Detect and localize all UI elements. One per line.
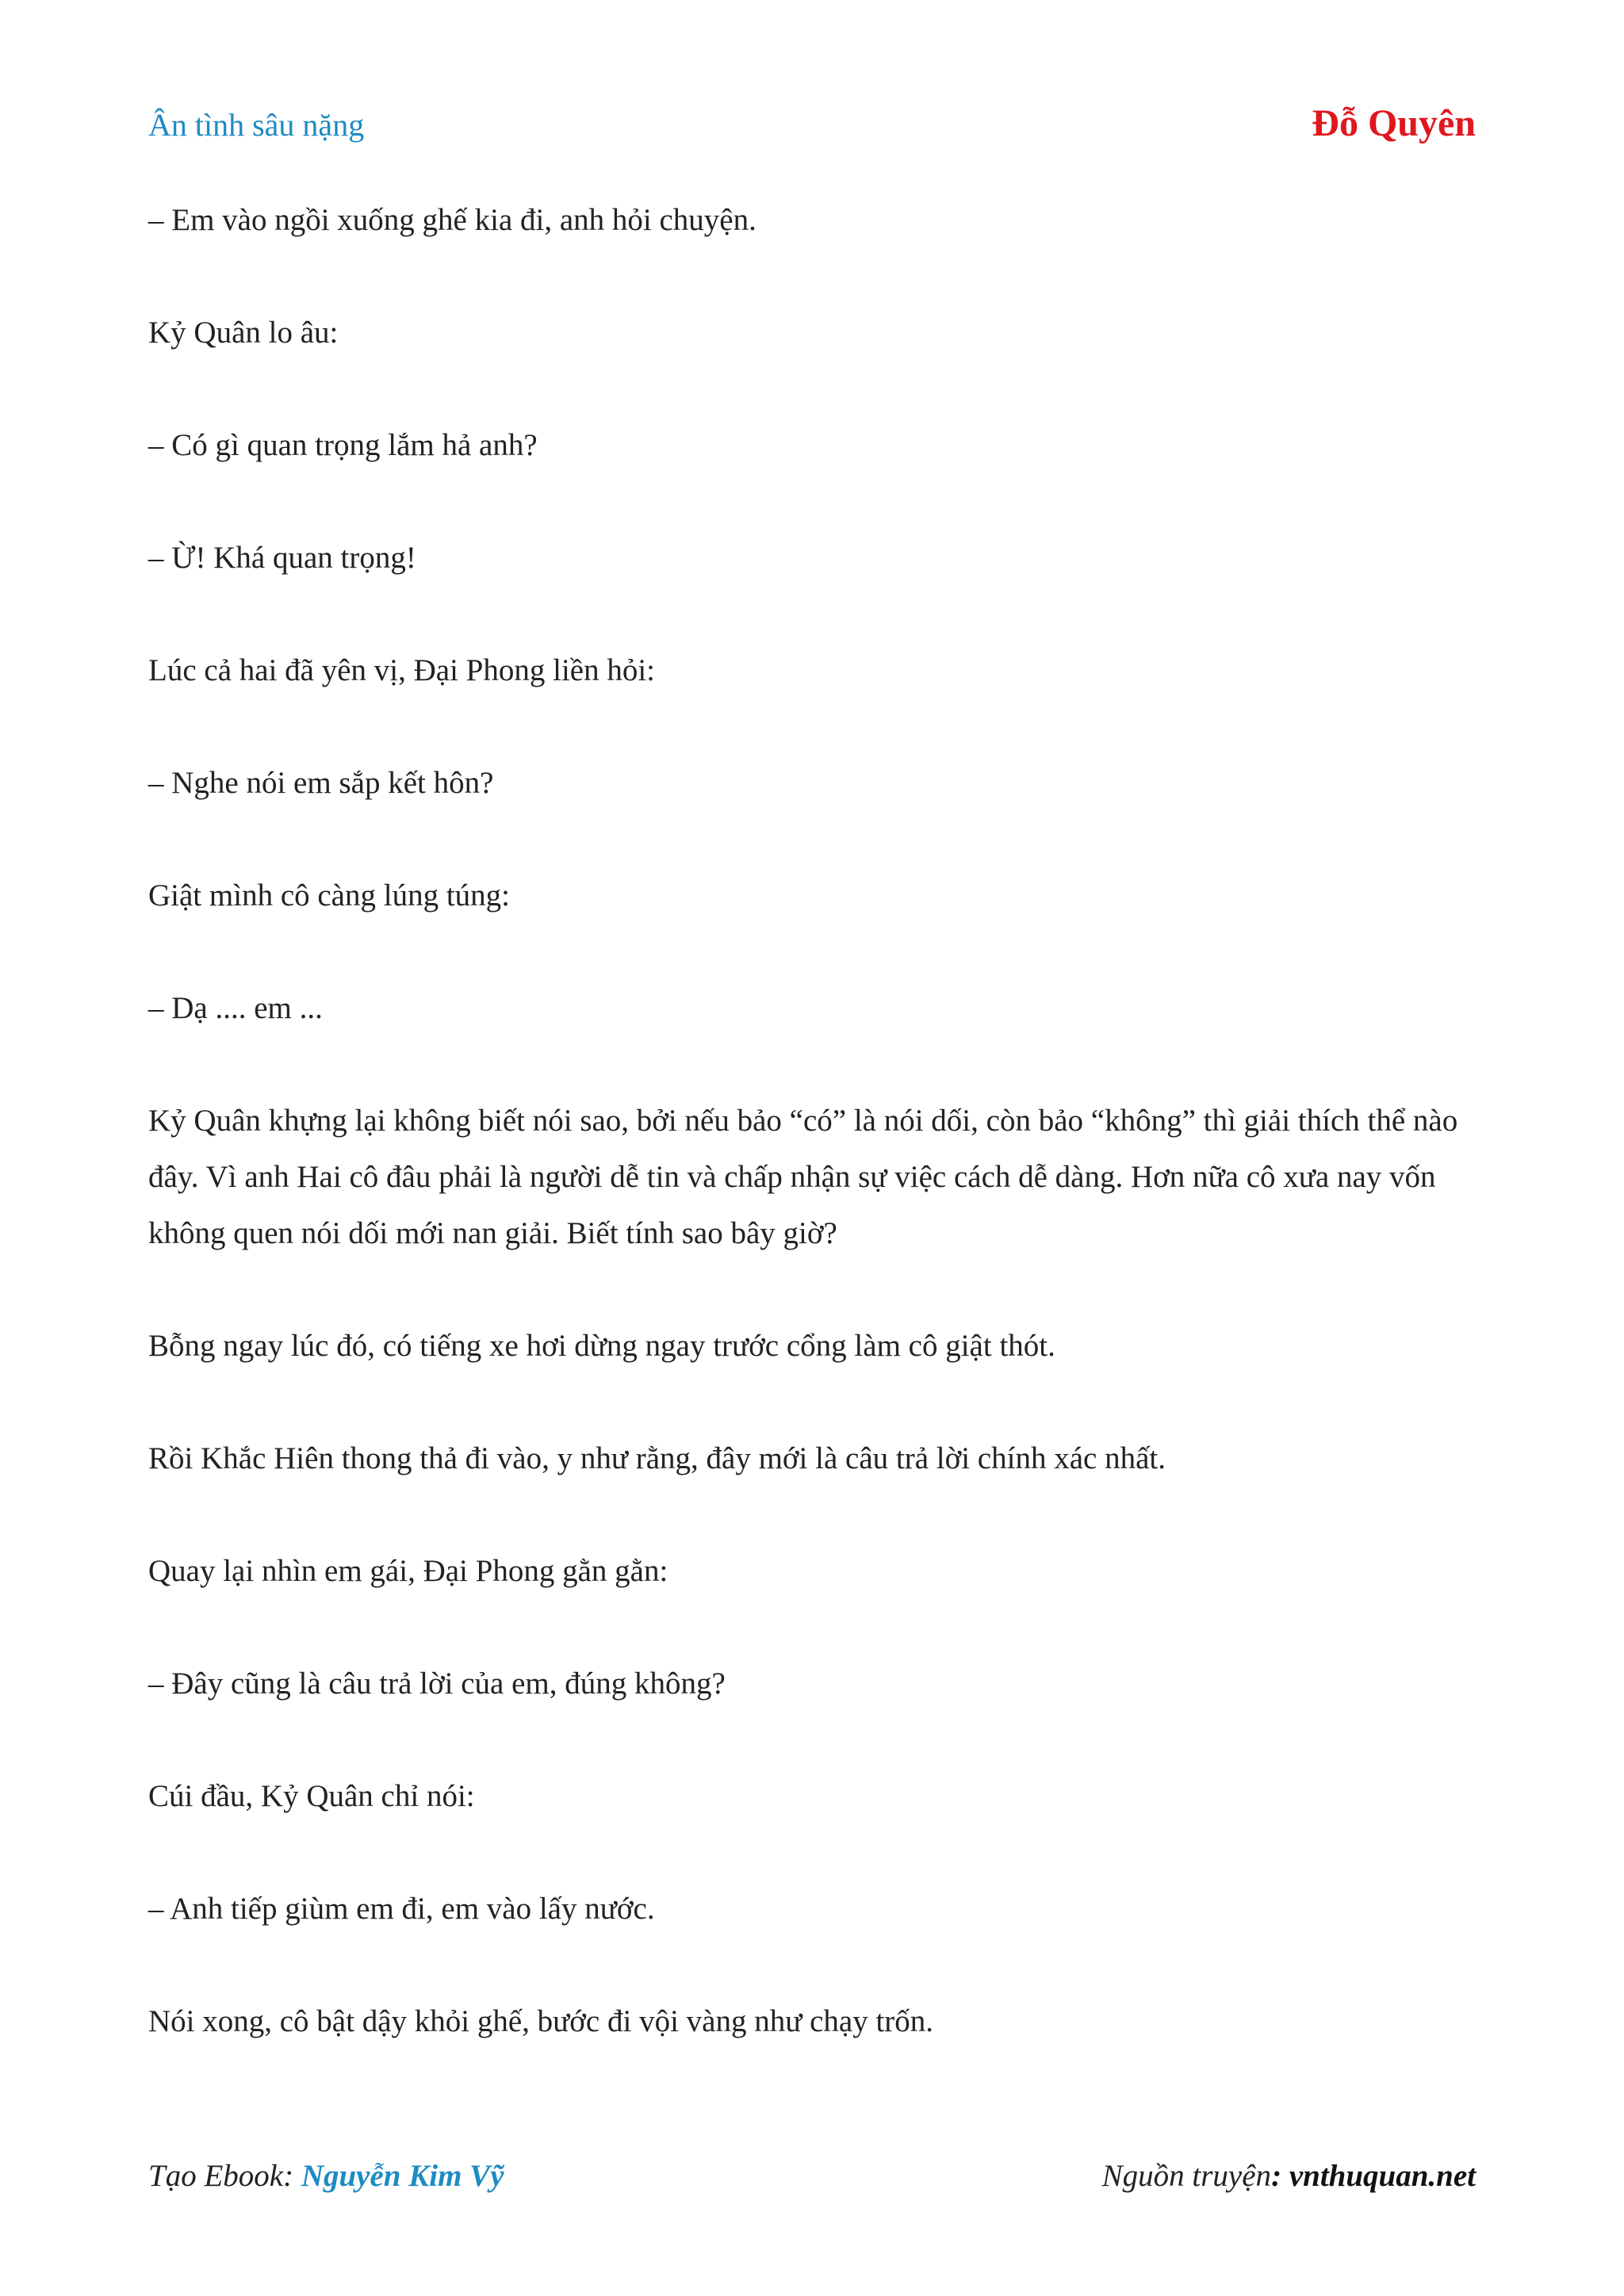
ebook-creator: Nguyễn Kim Vỹ	[301, 2159, 504, 2193]
paragraph: Kỷ Quân lo âu:	[148, 316, 339, 350]
paragraph: Nói xong, cô bật dậy khỏi ghế, bước đi vội vàng như chạy trốn.	[148, 2004, 934, 2038]
source-credit	[1102, 2158, 1476, 2194]
paragraph: – Anh tiếp giùm em đi, em vào lấy nước.	[148, 1892, 655, 1926]
paragraph: – Dạ .... em ...	[148, 991, 323, 1025]
ebook-separator: :	[283, 2159, 301, 2193]
source-site: vnthuquan.net	[1289, 2159, 1476, 2193]
author-name: Đỗ Quyên	[1312, 102, 1476, 144]
page-footer	[148, 2158, 1476, 2206]
paragraph: Lúc cả hai đã yên vị, Đại Phong liền hỏi:	[148, 653, 656, 687]
paragraph: Rồi Khắc Hiên thong thả đi vào, y như rằng, đây mới là câu trả lời chính xác nhất.	[148, 1441, 1166, 1475]
paragraph: – Ừ! Khá quan trọng!	[148, 541, 416, 575]
book-title: Ân tình sâu nặng	[148, 107, 365, 143]
paragraph: Bỗng ngay lúc đó, có tiếng xe hơi dừng ngay trước cổng làm cô giật thót.	[148, 1329, 1055, 1363]
paragraph: – Nghe nói em sắp kết hôn?	[148, 766, 494, 800]
paragraph: Giật mình cô càng lúng túng:	[148, 878, 511, 913]
paragraph: Quay lại nhìn em gái, Đại Phong gằn gằn:	[148, 1554, 668, 1588]
ebook-label: Tạo Ebook	[148, 2159, 284, 2193]
paragraph: – Đây cũng là câu trả lời của em, đúng không?	[148, 1667, 726, 1701]
source-label: Nguồn truyện	[1101, 2159, 1272, 2193]
paragraph: – Em vào ngồi xuống ghế kia đi, anh hỏi chuyện.	[148, 203, 756, 237]
paragraph: – Có gì quan trọng lắm hả anh?	[148, 428, 538, 462]
source-separator: :	[1271, 2159, 1289, 2193]
paragraph: Kỷ Quân khựng lại không biết nói sao, bởi nếu bảo “có” là nói dối, còn bảo “không” thì giải thích thể nào đây. Vì anh Hai cô đâu phải là người dễ tin và chấp nhận sự việc cách dễ dàng. Hơn nữa cô xưa nay vốn không quen nói dối mới nan giải. Biết tính sao bây giờ?	[148, 1104, 1458, 1250]
paragraph: Cúi đầu, Kỷ Quân chỉ nói:	[148, 1779, 475, 1813]
story-body	[148, 192, 1479, 2106]
page-header	[148, 101, 1476, 157]
ebook-credit	[148, 2158, 504, 2194]
